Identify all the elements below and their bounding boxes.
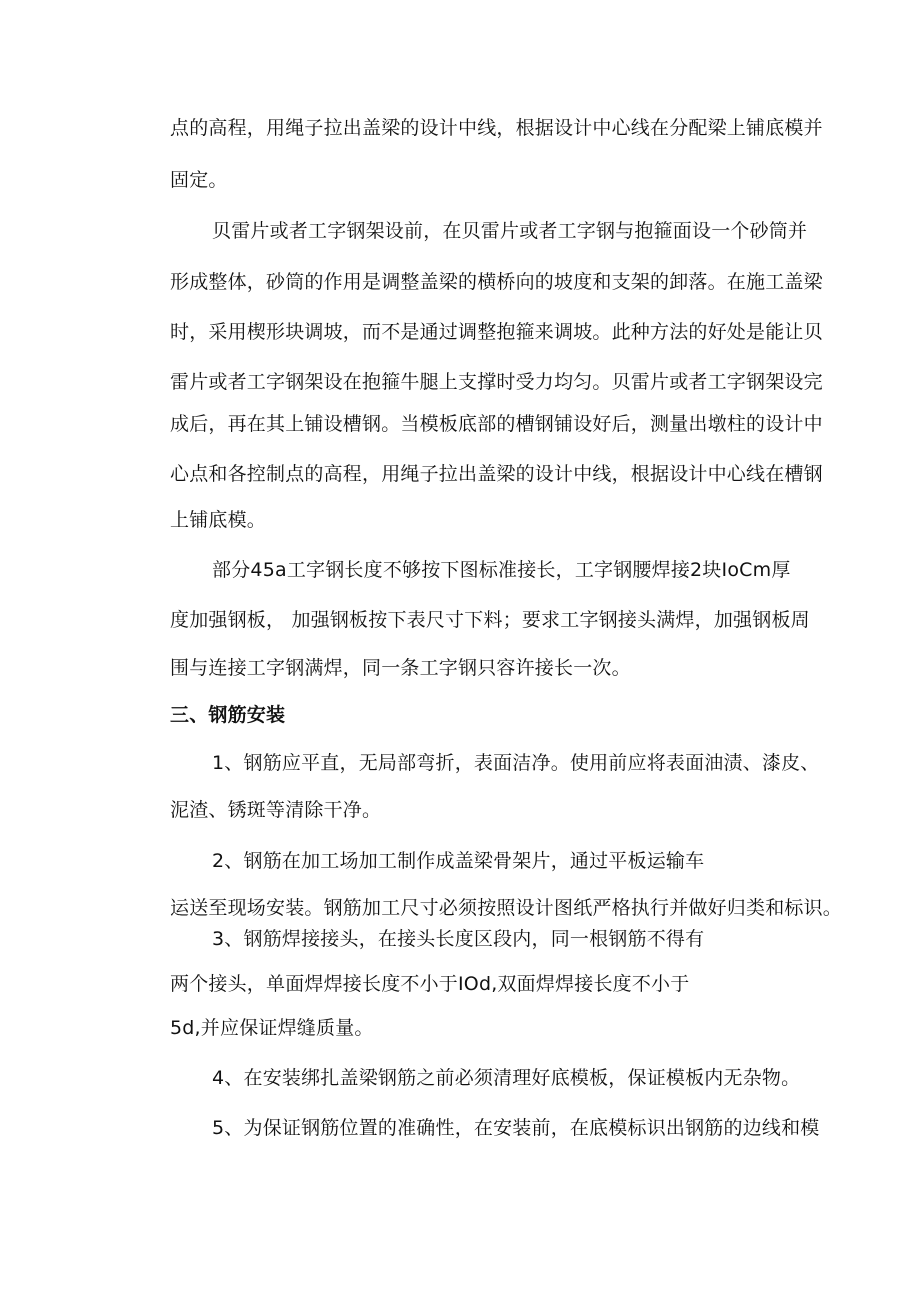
text-line: 两个接头，单面焊焊接长度不小于IOd,双面焊焊接长度不小于	[170, 973, 690, 995]
text-line: 上铺底模。	[170, 509, 267, 531]
text-line: 泥渣、锈斑等清除干净。	[170, 799, 382, 821]
text-line: 成后，再在其上铺设槽钢。当模板底部的槽钢铺设好后，测量出墩柱的设计中	[170, 413, 823, 435]
text-line: 运送至现场安装。钢筋加工尺寸必须按照设计图纸严格执行并做好归类和标识。	[170, 897, 843, 919]
text-line: 点的高程，用绳子拉出盖梁的设计中线，根据设计中心线在分配梁上铺底模并	[170, 117, 823, 139]
text-line: 5、为保证钢筋位置的准确性，在安装前，在底模标识出钢筋的边线和模	[212, 1117, 820, 1139]
text-line: 贝雷片或者工字钢架设前，在贝雷片或者工字钢与抱箍面设一个砂筒并	[212, 220, 808, 242]
text-line: 围与连接工字钢满焊，同一条工字钢只容许接长一次。	[170, 657, 631, 679]
text-line: 形成整体，砂筒的作用是调整盖梁的横桥向的坡度和支架的卸落。在施工盖梁	[170, 271, 823, 293]
text-line: 固定。	[170, 169, 228, 191]
text-line: 雷片或者工字钢架设在抱箍牛腿上支撑时受力均匀。贝雷片或者工字钢架设完	[170, 371, 823, 393]
text-line: 2、钢筋在加工场加工制作成盖梁骨架片，通过平板运输车	[212, 850, 705, 872]
text-line: 度加强钢板， 加强钢板按下表尺寸下料；要求工字钢接头满焊，加强钢板周	[170, 609, 810, 631]
text-line: 5d,并应保证焊缝质量。	[170, 1017, 374, 1039]
text-line: 4、在安装绑扎盖梁钢筋之前必须清理好底模板，保证模板内无杂物。	[212, 1067, 801, 1089]
text-line: 心点和各控制点的高程，用绳子拉出盖梁的设计中线，根据设计中心线在槽钢	[170, 463, 823, 485]
text-line: 3、钢筋焊接接头，在接头长度区段内，同一根钢筋不得有	[212, 928, 705, 950]
text-line: 部分45a工字钢长度不够按下图标准接长，工字钢腰焊接2块IoCm厚	[212, 559, 791, 581]
text-line: 时，采用楔形块调坡，而不是通过调整抱箍来调坡。此种方法的好处是能让贝	[170, 321, 823, 343]
section-heading: 三、钢筋安装	[170, 704, 286, 726]
text-line: 1、钢筋应平直，无局部弯折，表面洁净。使用前应将表面油渍、漆皮、	[212, 752, 820, 774]
